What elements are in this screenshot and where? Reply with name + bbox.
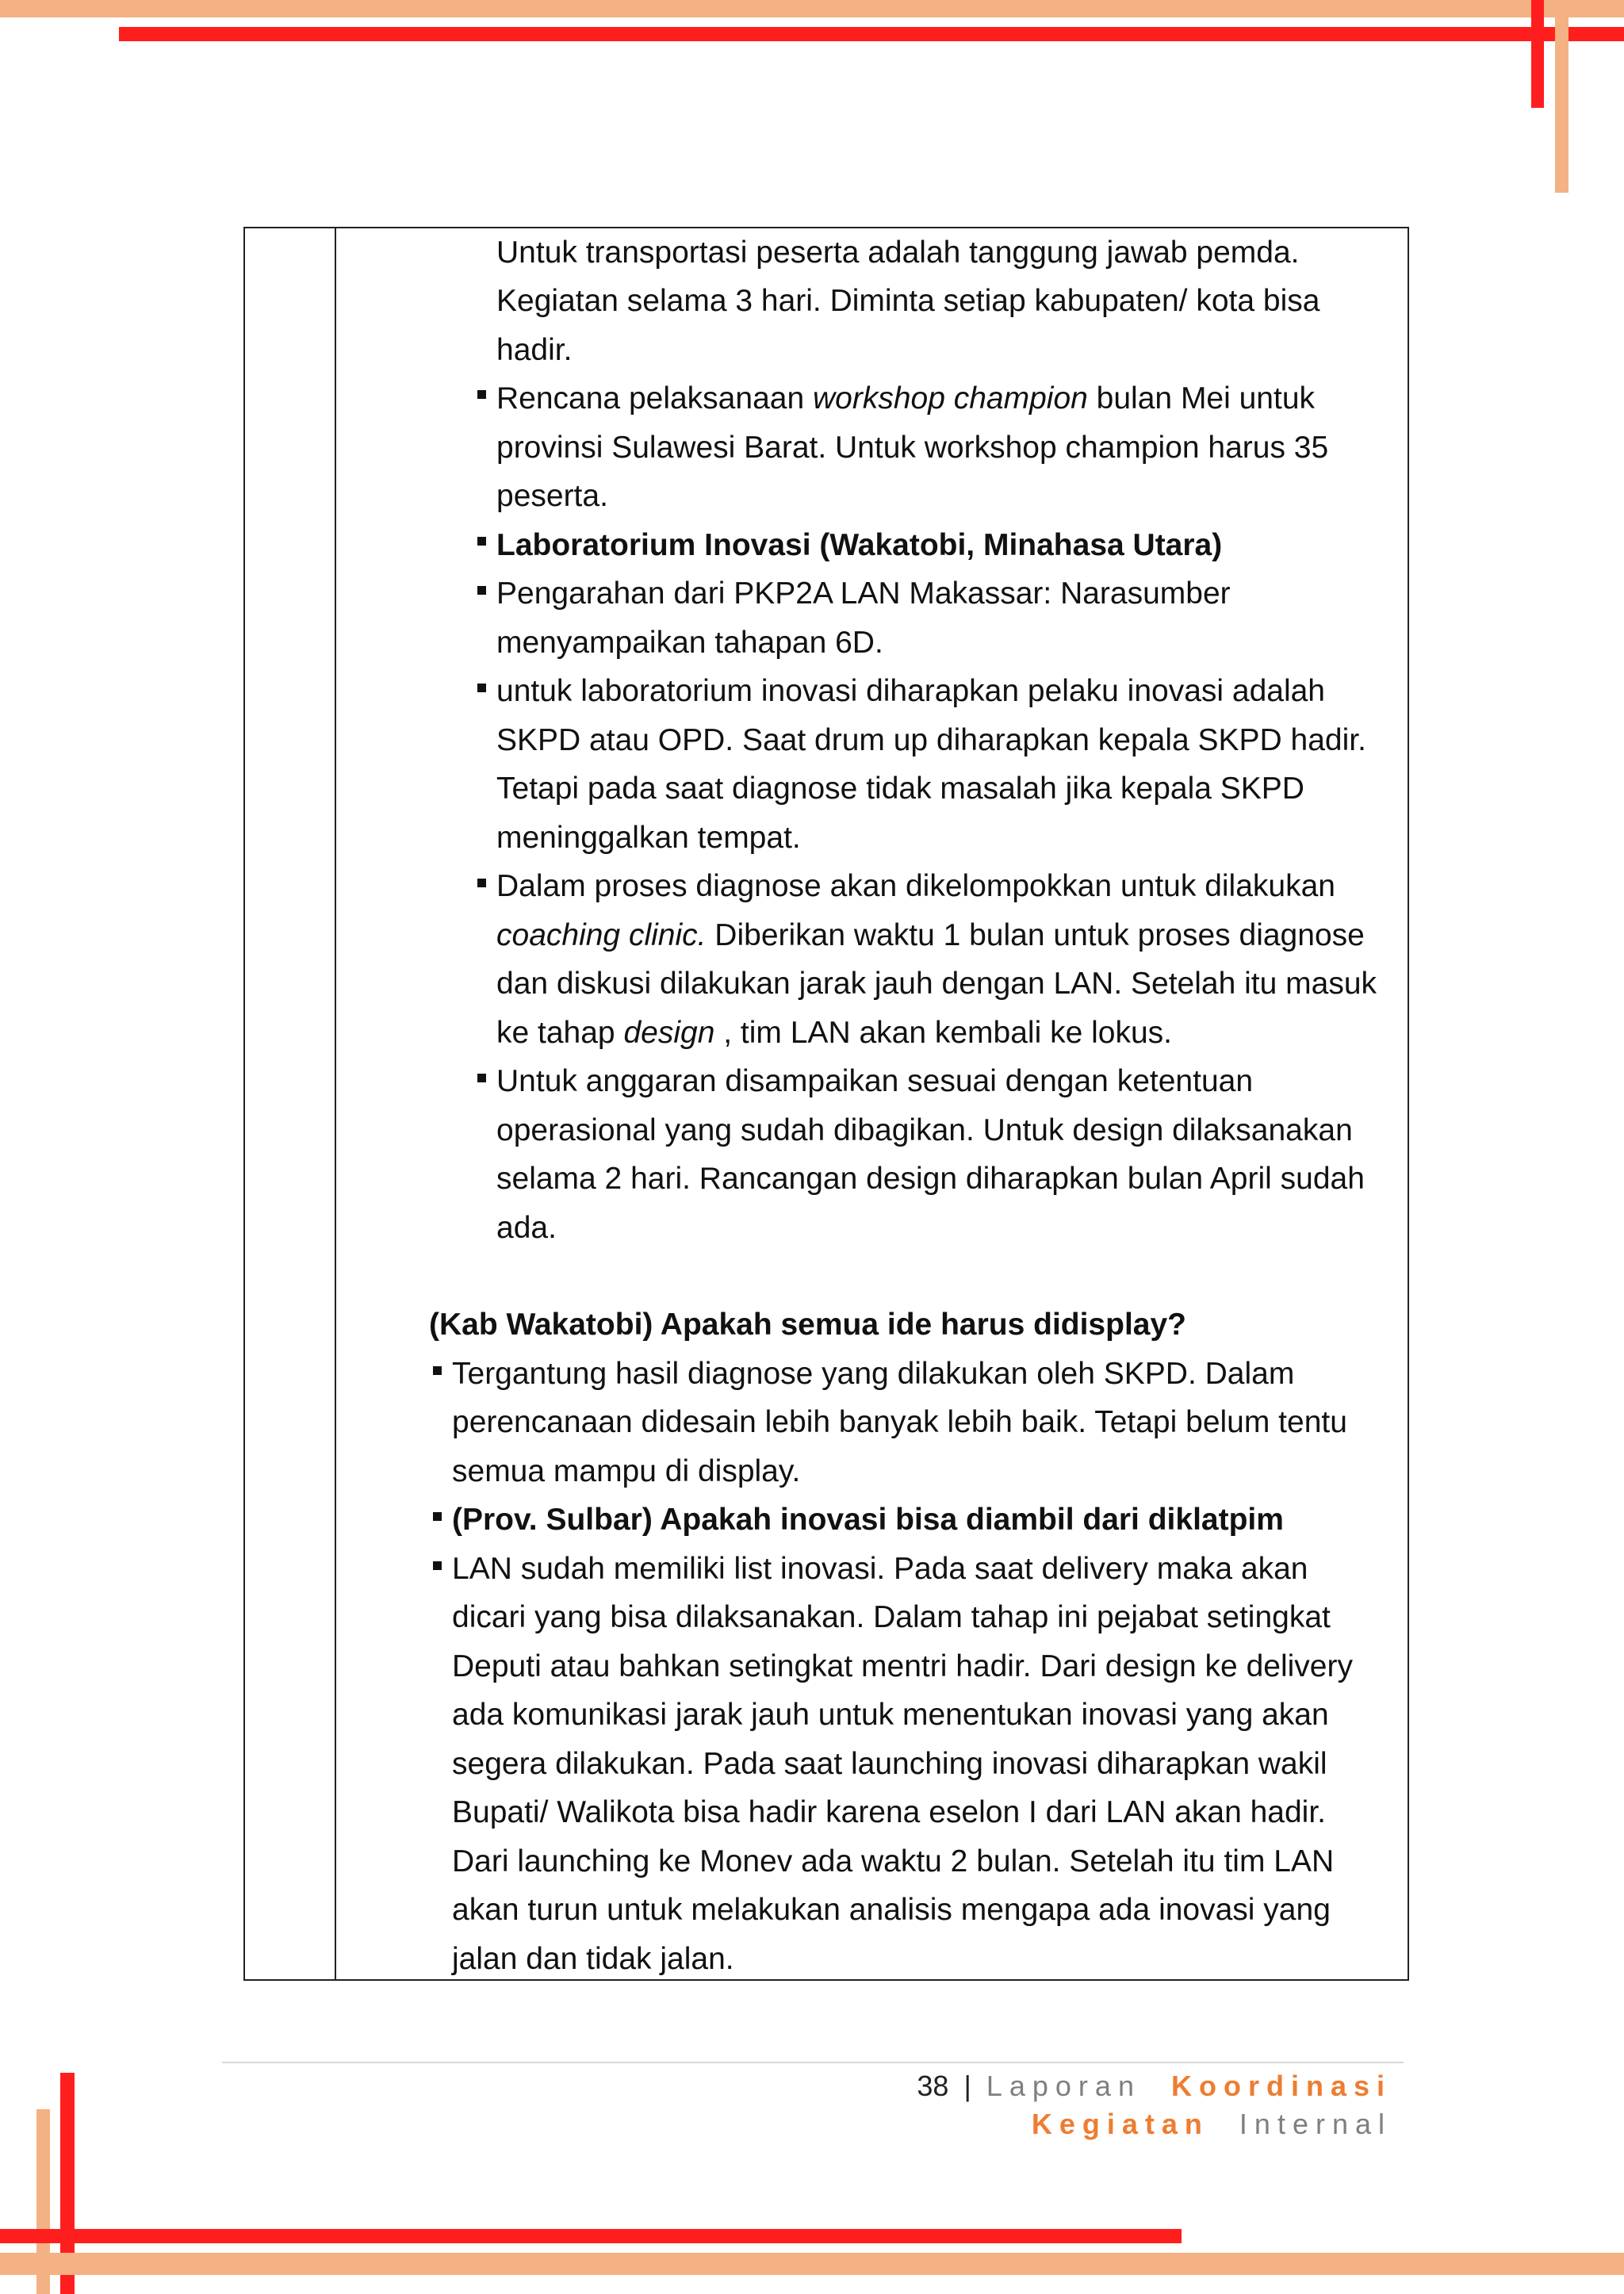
- top-peach-band: [0, 0, 1624, 17]
- text-span: Diberikan waktu 1 bulan untuk proses diagnose: [706, 918, 1365, 952]
- text-line: peserta.: [496, 479, 608, 513]
- top-red-bar: [119, 27, 1624, 41]
- italic-term: workshop champion: [812, 381, 1088, 416]
- text-line: operasional yang sudah dibagikan. Untuk design dilaksanakan: [496, 1113, 1353, 1147]
- text-line: perencanaan didesain lebih banyak lebih baik. Tetapi belum tentu: [452, 1405, 1347, 1439]
- text-span: Rencana pelaksanaan: [496, 381, 813, 416]
- text-line: segera dilakukan. Pada saat launching inovasi diharapkan wakil: [452, 1747, 1327, 1781]
- text-line: selama 2 hari. Rancangan design diharapkan bulan April sudah: [496, 1162, 1365, 1196]
- text-line: jalan dan tidak jalan.: [452, 1942, 734, 1976]
- text-line: [496, 911, 1365, 960]
- footer-word: Koordinasi: [1170, 2070, 1392, 2102]
- italic-term: design: [623, 1016, 715, 1050]
- text-line: [496, 374, 1315, 423]
- footer-separator: |: [963, 2070, 971, 2102]
- question-heading: (Prov. Sulbar) Apakah inovasi bisa diambil dari diklatpim: [452, 1503, 1284, 1537]
- bullet-icon: [477, 390, 486, 399]
- text-line: LAN sudah memiliki list inovasi. Pada saat delivery maka akan: [452, 1552, 1308, 1586]
- text-line: ada komunikasi jarak jauh untuk menentukan inovasi yang akan: [452, 1698, 1329, 1732]
- minutes-table: [243, 227, 1409, 1981]
- text-line: semua mampu di display.: [452, 1454, 801, 1488]
- footer-word: Kegiatan: [1031, 2108, 1209, 2140]
- text-line: Tergantung hasil diagnose yang dilakukan oleh SKPD. Dalam: [452, 1357, 1295, 1391]
- top-red-vertical: [1531, 0, 1544, 108]
- text-line: meninggalkan tempat.: [496, 821, 801, 855]
- text-span: bulan Mei untuk: [1087, 381, 1316, 416]
- text-line: [496, 1009, 1172, 1058]
- text-line: menyampaikan tahapan 6D.: [496, 626, 883, 660]
- bottom-peach-band: [0, 2253, 1624, 2275]
- text-line: Tetapi pada saat diagnose tidak masalah jika kepala SKPD: [496, 772, 1304, 806]
- bullet-icon: [433, 1561, 442, 1570]
- section-heading: Laboratorium Inovasi (Wakatobi, Minahasa Utara): [496, 528, 1223, 562]
- bullet-icon: [477, 586, 486, 595]
- bullet-icon: [477, 1074, 486, 1082]
- footer-word: Internal: [1239, 2108, 1392, 2140]
- text-line: untuk laboratorium inovasi diharapkan pelaku inovasi adalah: [496, 674, 1326, 708]
- text-line: dan diskusi dilakukan jarak jauh dengan LAN. Setelah itu masuk: [496, 967, 1377, 1001]
- table-column-divider: [335, 228, 336, 1979]
- bullet-icon: [433, 1512, 442, 1521]
- bottom-red-bar: [0, 2229, 1182, 2243]
- text-line: Pengarahan dari PKP2A LAN Makassar: Narasumber: [496, 576, 1231, 611]
- footer-word: Laporan: [986, 2070, 1141, 2102]
- text-line: Untuk anggaran disampaikan sesuai dengan ketentuan: [496, 1064, 1254, 1098]
- text-line: hadir.: [496, 333, 573, 367]
- footer-rule: [222, 2062, 1404, 2063]
- text-line: dicari yang bisa dilaksanakan. Dalam tahap ini pejabat setingkat: [452, 1600, 1331, 1634]
- bullet-icon: [477, 537, 486, 546]
- text-line: Untuk transportasi peserta adalah tanggung jawab pemda.: [496, 236, 1300, 270]
- footer-line-1: [917, 2070, 1392, 2103]
- italic-term: coaching clinic.: [496, 918, 707, 952]
- page-number: 38: [917, 2070, 949, 2102]
- bullet-icon: [433, 1366, 442, 1375]
- text-line: provinsi Sulawesi Barat. Untuk workshop champion harus 35: [496, 431, 1329, 465]
- text-line: Kegiatan selama 3 hari. Diminta setiap kabupaten/ kota bisa: [496, 284, 1320, 318]
- text-line: Dari launching ke Monev ada waktu 2 bulan. Setelah itu tim LAN: [452, 1844, 1335, 1878]
- top-peach-vertical: [1555, 0, 1568, 193]
- text-line: ada.: [496, 1211, 557, 1245]
- bullet-icon: [477, 684, 486, 692]
- text-line: SKPD atau OPD. Saat drum up diharapkan kepala SKPD hadir.: [496, 723, 1366, 757]
- question-heading: (Kab Wakatobi) Apakah semua ide harus didisplay?: [429, 1308, 1186, 1342]
- text-line: Dalam proses diagnose akan dikelompokkan untuk dilakukan: [496, 869, 1335, 903]
- footer-line-2: [1032, 2108, 1392, 2141]
- text-line: Bupati/ Walikota bisa hadir karena eselon I dari LAN akan hadir.: [452, 1795, 1327, 1829]
- text-line: Deputi atau bahkan setingkat mentri hadir. Dari design ke delivery: [452, 1649, 1353, 1683]
- text-span: , tim LAN akan kembali ke lokus.: [714, 1016, 1172, 1050]
- text-span: ke tahap: [496, 1016, 624, 1050]
- bullet-icon: [477, 879, 486, 887]
- text-line: akan turun untuk melakukan analisis mengapa ada inovasi yang: [452, 1893, 1331, 1927]
